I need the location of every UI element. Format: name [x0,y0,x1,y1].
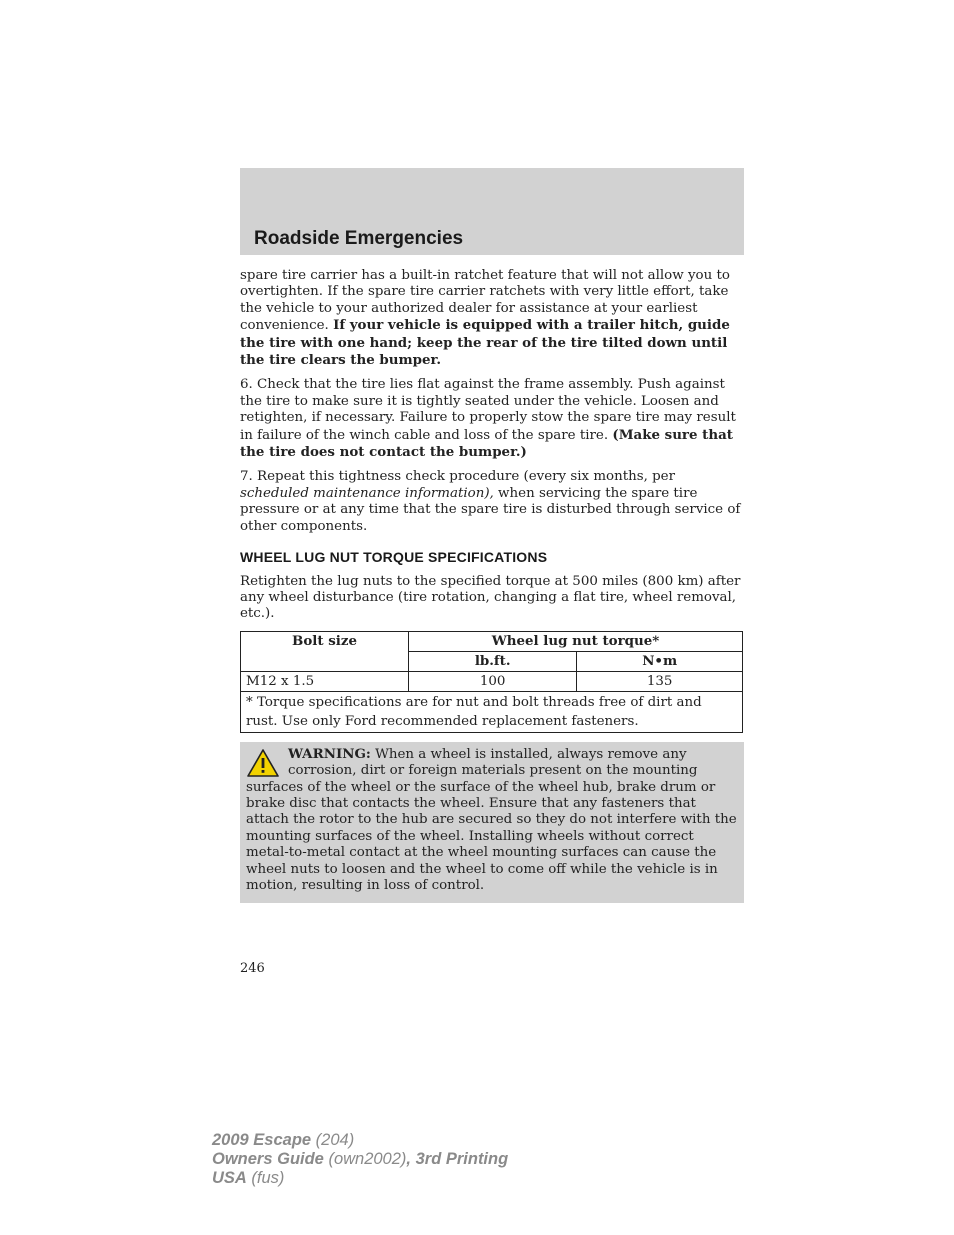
footer-line-2 [212,1150,508,1169]
col-torque: Wheel lug nut torque* [409,631,743,651]
col-bolt-size: Bolt size [241,631,409,671]
footer-model-code: (204) [311,1131,355,1149]
step-7-italic-text: scheduled maintenance information), [240,485,494,501]
page-number: 246 [240,961,265,976]
intro-paragraph [240,268,746,369]
footer-printing: , 3rd Printing [406,1150,509,1168]
warning-text: When a wheel is installed, always remove any corrosion, dirt or foreign materials present on the mounting surfaces of the wheel or the surface of the wheel hub, brake drum or brake disc that contacts the wheel. Ensure that any fasteners that attach the rotor to the hub are secured so they do not interfere with the mounting surfaces of the wheel. Installing wheels without correct metal-to-metal contact at the wheel mounting surfaces can cause the wheel nuts to loosen and the wheel to come off while the vehicle is in motion, resulting in loss of control. [246,746,737,893]
section-header-band [240,168,744,255]
step-7-paragraph [240,469,746,535]
section-title: Roadside Emergencies [254,228,464,249]
nm-cell: 135 [577,671,743,691]
step-6-text: 6. Check that the tire lies flat against the frame assembly. Push against the tire to make sure it is tightly seated under the vehicle. Loosen and retighten, if necessary. Failure to properly stow the spare tire may result in failure of the winch cable and loss of the spare tire. [240,377,736,443]
footer-line-1 [212,1131,508,1150]
step-6-paragraph [240,377,746,461]
torque-table [240,631,743,733]
footer-model: 2009 Escape [212,1131,312,1149]
step-7-text-a: 7. Repeat this tightness check procedure (every six months, per [240,469,676,485]
footer-guide: Owners Guide [212,1150,324,1168]
footer-guide-code: (own2002) [323,1150,407,1168]
intro-bold-text: If your vehicle is equipped with a trailer hitch, guide the tire with one hand; keep the rear of the tire tilted down until the tire clears the bumper. [240,317,730,369]
footer-market: USA [212,1169,247,1187]
document-footer [212,1131,508,1188]
footer-market-code: (fus) [246,1169,285,1187]
page-content [240,268,746,903]
section-heading: WHEEL LUG NUT TORQUE SPECIFICATIONS [240,549,548,566]
warning-box [240,742,744,904]
footer-line-3 [212,1169,508,1188]
lbft-cell: 100 [409,671,577,691]
warning-triangle-icon [246,748,280,778]
step-6-bold-text: (Make sure that the tire does not contact the bumper.) [240,426,733,461]
unit-lbft: lb.ft. [409,651,577,671]
bolt-size-cell: M12 x 1.5 [241,671,409,691]
intro-text: spare tire carrier has a built-in ratchet feature that will not allow you to overtighten. If the spare tire carrier ratchets with very little effort, take the vehicle to your authorized dealer for assistance at your earliest convenience. [240,268,730,334]
step-7-text-b: when servicing the spare tire pressure or at any time that the spare tire is disturbed through service of other components. [240,485,741,534]
table-footnote: * Torque specifications are for nut and bolt threads free of dirt and rust. Use only Ford recommended replacement fasteners. [241,691,743,732]
section-intro: Retighten the lug nuts to the specified torque at 500 miles (800 km) after any wheel disturbance (tire rotation, changing a flat tire, wheel removal, etc.). [240,573,741,622]
table-row [241,671,743,691]
unit-nm: N•m [577,651,743,671]
warning-label: WARNING: [288,745,371,762]
